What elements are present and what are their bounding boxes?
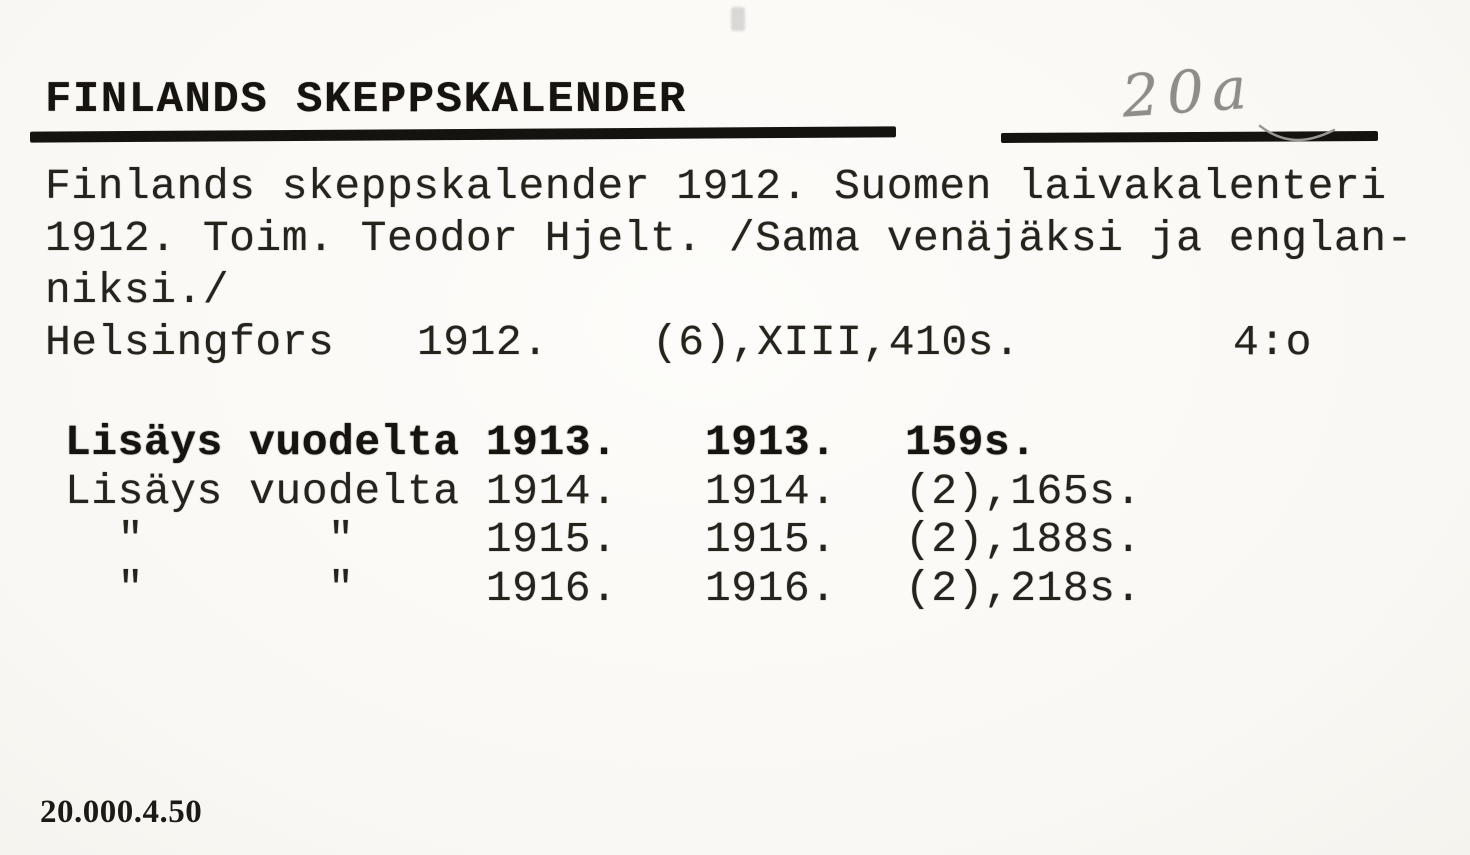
supplement-row — [65, 563, 1215, 616]
supplement-row — [65, 515, 1215, 567]
supplement-pages: (2),188s. — [905, 515, 1142, 564]
supplements-table — [65, 418, 1215, 621]
title-underline — [30, 126, 896, 142]
description-line-1: Finlands skeppskalender 1912. Suomen laivakalenteri — [45, 162, 1387, 211]
scan-smudge — [731, 7, 745, 31]
imprint-line — [45, 318, 1425, 367]
imprint-format: 4:o — [1233, 318, 1312, 367]
supplement-pages: (2),165s. — [905, 466, 1142, 516]
pen-flourish-stroke — [1258, 120, 1338, 146]
supplement-row — [65, 466, 1215, 519]
supplement-year: 1913. — [705, 418, 837, 467]
imprint-collation: (6),XIII,410s. — [652, 318, 1021, 367]
supplement-year: 1916. — [705, 563, 837, 613]
supplement-year: 1915. — [705, 515, 837, 564]
supplement-pages: 159s. — [905, 418, 1037, 467]
handwritten-catalog-number: 20a — [1119, 53, 1257, 131]
print-code: 20.000.4.50 — [40, 794, 203, 830]
supplement-row — [65, 418, 1215, 470]
description-line-2: 1912. Toim. Teodor Hjelt. /Sama venäjäksi ja englan- — [45, 214, 1413, 263]
card-title: FINLANDS SKEPPSKALENDER — [45, 75, 687, 125]
supplement-pages: (2),218s. — [905, 563, 1142, 613]
supplement-entry: Lisäys vuodelta 1913. — [65, 418, 618, 467]
supplement-entry: " " 1915. — [65, 515, 618, 564]
supplement-year: 1914. — [705, 466, 837, 516]
supplement-entry: " " 1916. — [65, 563, 618, 613]
imprint-place: Helsingfors — [45, 318, 335, 367]
description-line-3: niksi./ — [45, 266, 230, 315]
imprint-year: 1912. — [417, 318, 549, 367]
supplement-entry: Lisäys vuodelta 1914. — [65, 466, 618, 516]
